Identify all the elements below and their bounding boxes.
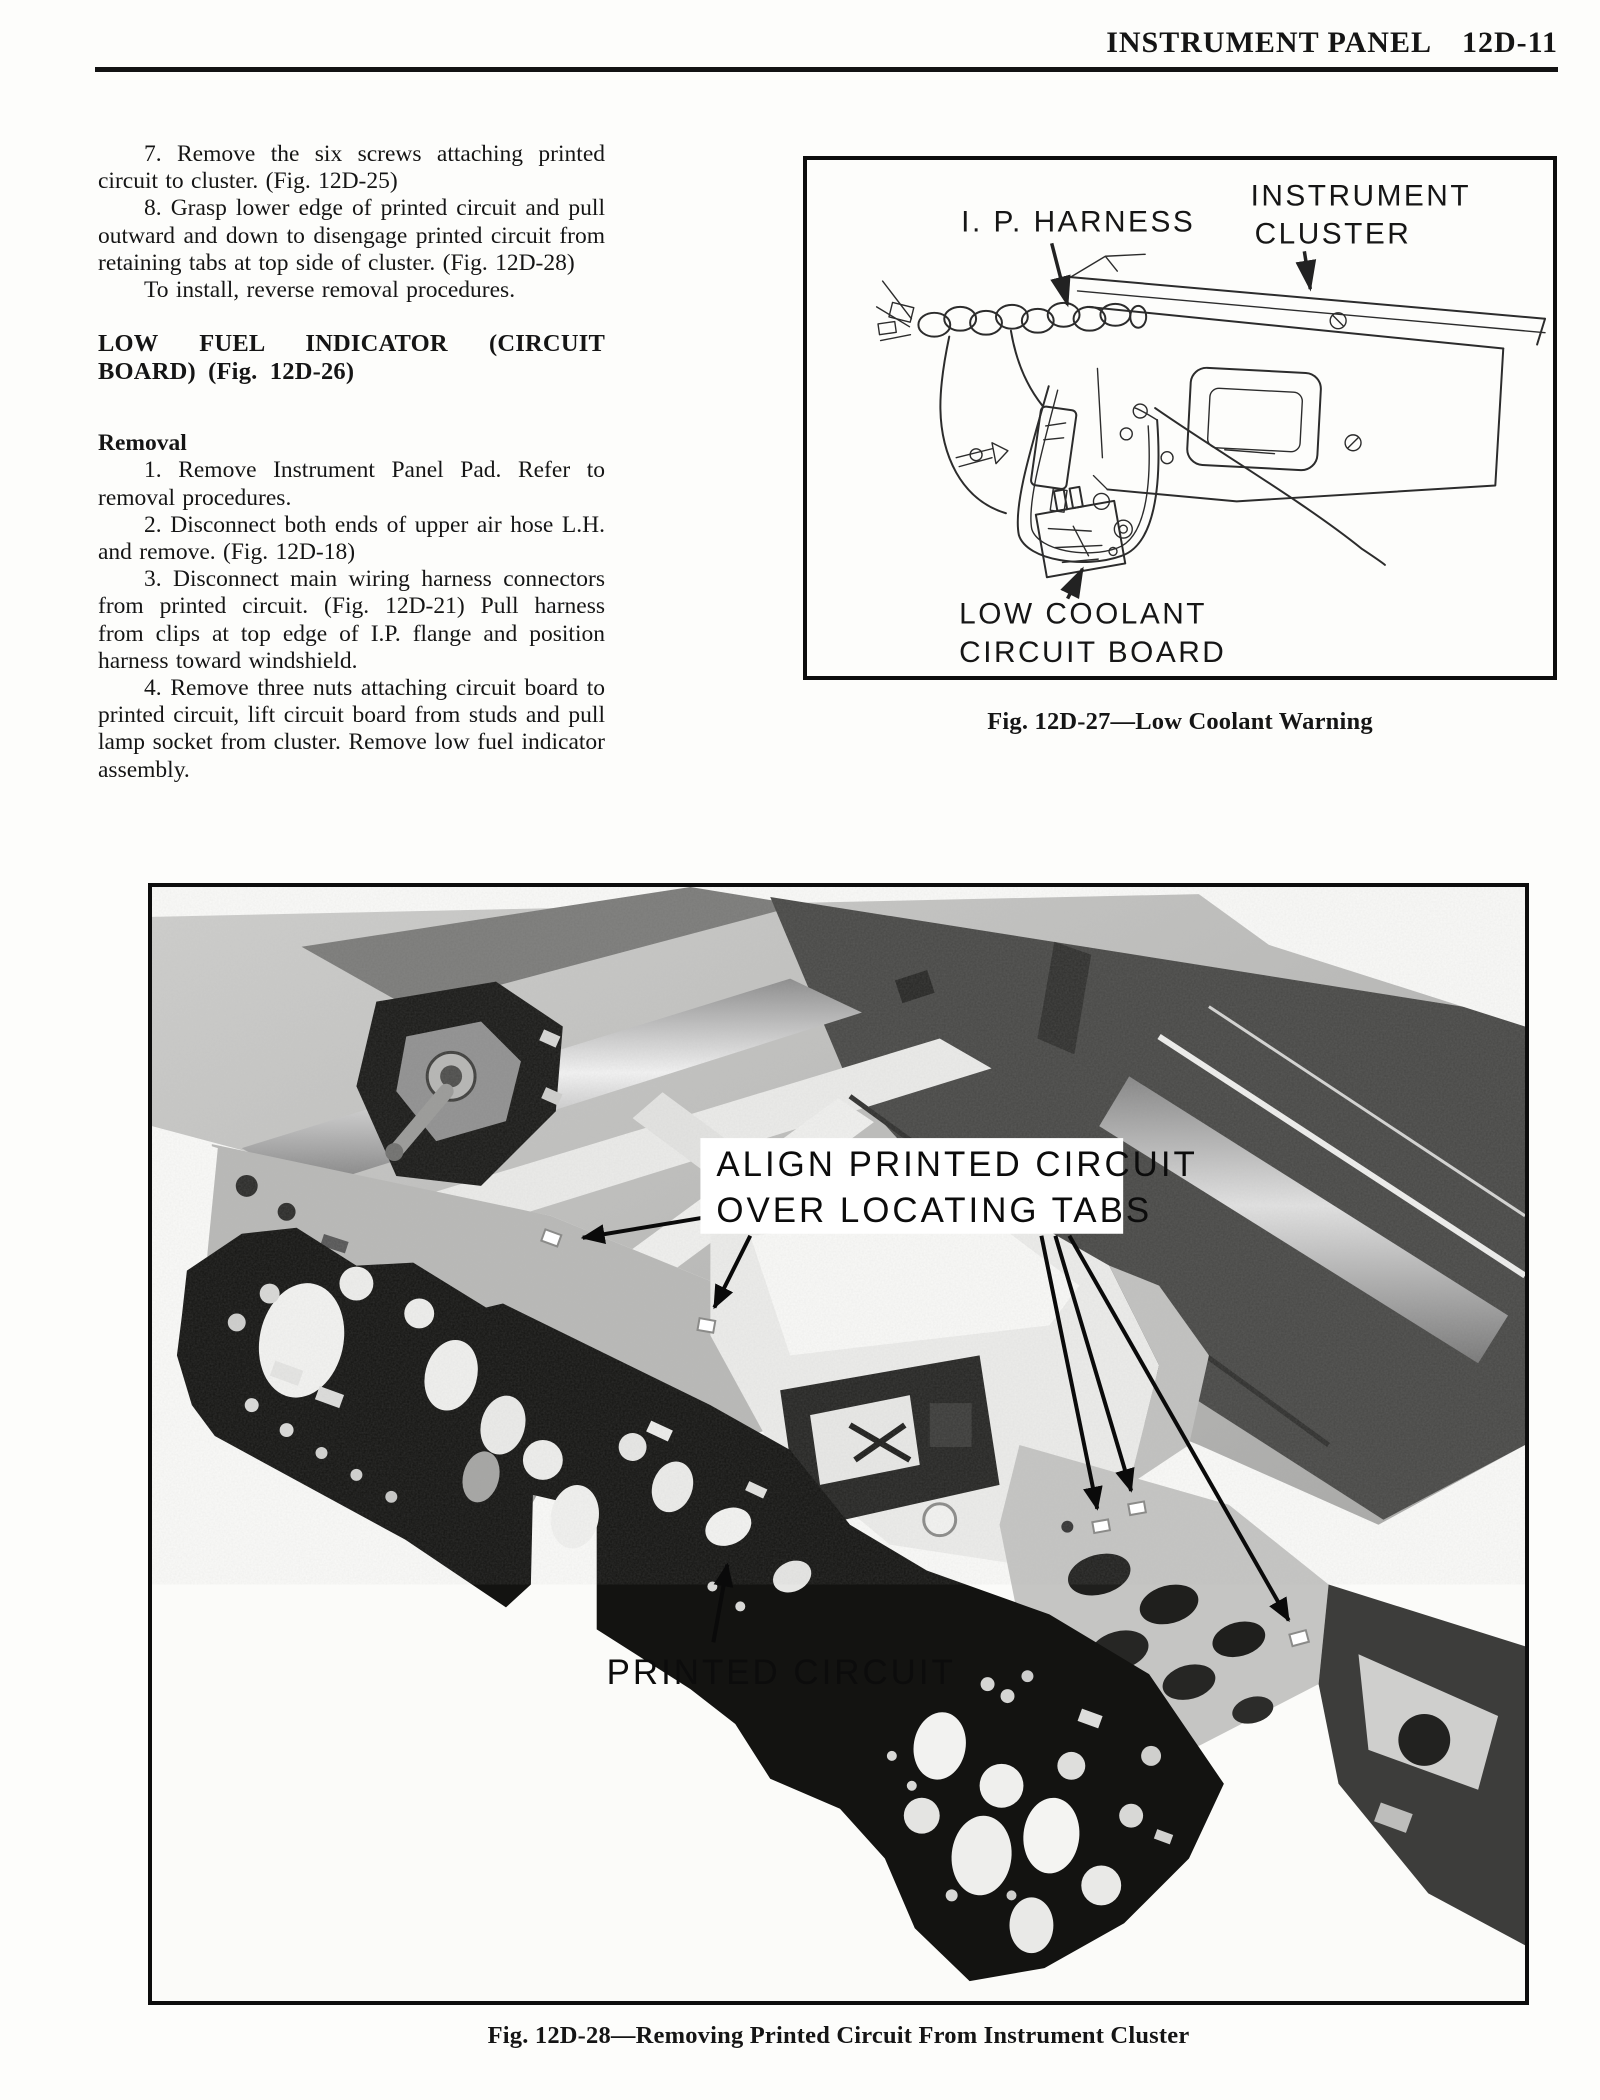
- paragraph-step7: 7. Remove the six screws attaching printed circuit to cluster. (Fig. 12D-25): [98, 141, 605, 195]
- paragraph-step8: 8. Grasp lower edge of printed circuit and pull outward and down to disengage printed circuit from retaining tabs at top side of cluster. (Fig. 12D-28): [98, 195, 605, 276]
- figure-12d28-box: [148, 883, 1529, 2005]
- page-header: [700, 26, 1558, 60]
- align-label-line2: OVER LOCATING TABS: [716, 1190, 1153, 1230]
- paragraph-step4: 4. Remove three nuts attaching circuit board to printed circuit, lift circuit board from studs and pull lamp socket from cluster. Remove low fuel indicator assembly.: [98, 675, 605, 783]
- figure-12d27-caption: Fig. 12D-27—Low Coolant Warning: [987, 708, 1373, 735]
- header-rule: [95, 67, 1558, 72]
- header-page-number: 12D-11: [1462, 26, 1558, 59]
- align-label-line1: ALIGN PRINTED CIRCUIT: [716, 1144, 1198, 1184]
- film-grain: [152, 887, 1525, 1584]
- instrument-cluster-label-line2: CLUSTER: [1254, 217, 1412, 251]
- ip-harness-label: I. P. HARNESS: [961, 205, 1196, 239]
- section-heading: LOW FUEL INDICATOR (CIRCUIT BOARD) (Fig. 12D-26): [98, 330, 605, 386]
- low-coolant-label-line2: CIRCUIT BOARD: [959, 636, 1227, 670]
- paragraph-step3: 3. Disconnect main wiring harness connectors from printed circuit. (Fig. 12D-21) Pull harness from clips at top edge of I.P. flange and position harness toward windshield.: [98, 566, 605, 674]
- low-coolant-label-line1: LOW COOLANT: [959, 597, 1207, 631]
- retaining-clip: [956, 443, 1008, 467]
- body-text-column: [98, 141, 605, 784]
- paragraph-step1: 1. Remove Instrument Panel Pad. Refer to removal procedures.: [98, 457, 605, 511]
- paragraph-install: To install, reverse removal procedures.: [144, 277, 516, 304]
- printed-circuit-photo: [152, 887, 1525, 2001]
- subsection-heading: Removal: [98, 430, 187, 457]
- figure-12d28-caption: Fig. 12D-28—Removing Printed Circuit From Instrument Cluster: [487, 2022, 1190, 2049]
- paragraph-step2: 2. Disconnect both ends of upper air hose L.H. and remove. (Fig. 12D-18): [98, 511, 605, 566]
- figure-12d27-box: [803, 156, 1557, 680]
- instrument-cluster-outline: [1071, 254, 1545, 501]
- low-coolant-warning-drawing: [807, 160, 1553, 676]
- header-section-title: INSTRUMENT PANEL: [1106, 26, 1432, 59]
- printed-circuit-label: PRINTED CIRCUIT: [606, 1653, 956, 1693]
- instrument-cluster-label-line1: INSTRUMENT: [1250, 179, 1472, 213]
